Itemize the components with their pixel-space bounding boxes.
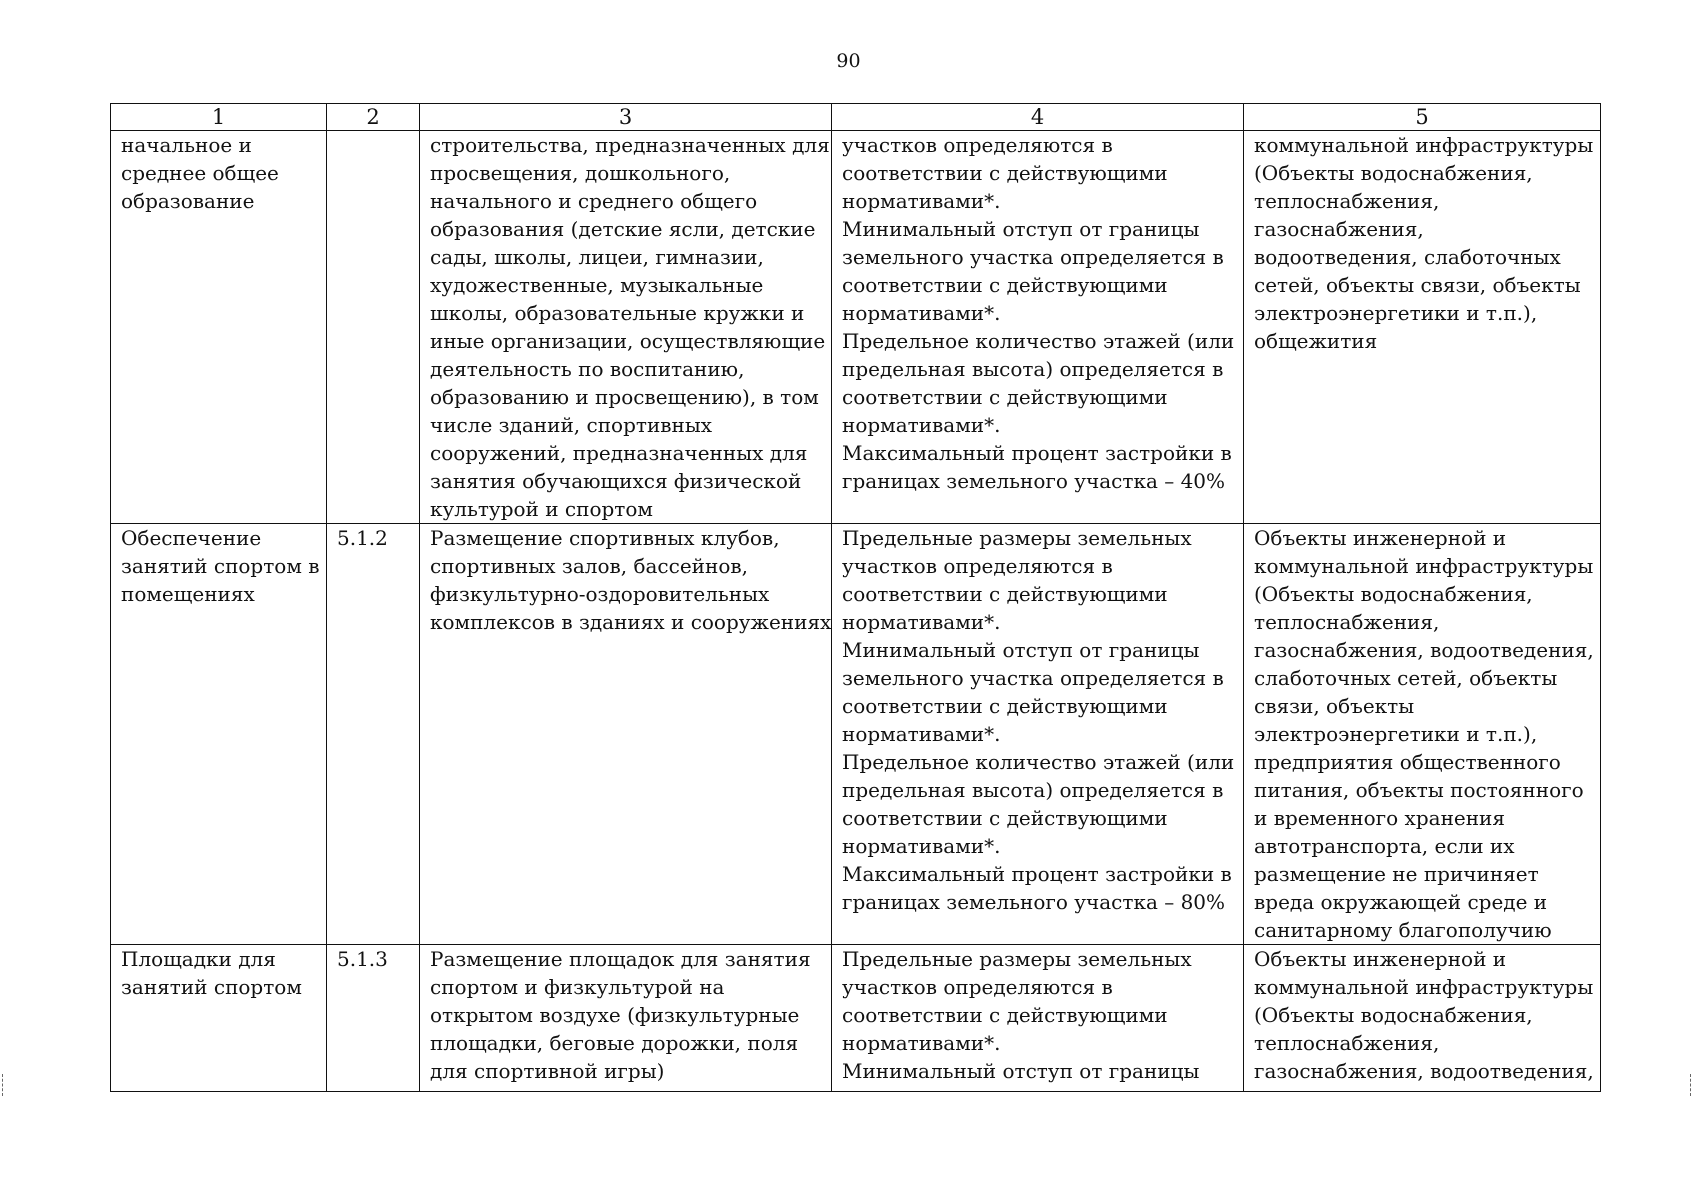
column-header-1: 1 bbox=[111, 104, 327, 131]
cell-text-line: открытом воздухе (физкультурные bbox=[430, 1003, 800, 1027]
cell-text-line: художественные, музыкальные bbox=[430, 273, 764, 297]
cell-text-line: соответствии с действующими bbox=[842, 385, 1168, 409]
cell-text-line: соответствии с действующими bbox=[842, 1003, 1168, 1027]
zoning-table bbox=[110, 103, 1601, 1092]
cell-text-line: соответствии с действующими bbox=[842, 582, 1168, 606]
cell-text-line: газоснабжения, водоотведения, bbox=[1254, 638, 1594, 662]
cell-text-line: сетей, объекты связи, объекты bbox=[1254, 273, 1581, 297]
cell-text-line: соответствии с действующими bbox=[842, 806, 1168, 830]
cell-text-line: спортом и физкультурой на bbox=[430, 975, 725, 999]
cell-text-line: сады, школы, лицеи, гимназии, bbox=[430, 245, 764, 269]
code-cell bbox=[327, 945, 420, 1092]
cell-text-line: участков определяются в bbox=[842, 133, 1113, 157]
description-cell bbox=[420, 131, 832, 524]
cell-text-line: предприятия общественного bbox=[1254, 750, 1561, 774]
cell-text-line: 5.1.2 bbox=[337, 526, 388, 550]
auxiliary-uses-cell bbox=[1244, 524, 1601, 945]
cell-text-line: автотранспорта, если их bbox=[1254, 834, 1515, 858]
cell-text-line: Обеспечение bbox=[121, 526, 262, 550]
cell-text-line: начальное и bbox=[121, 133, 252, 157]
auxiliary-uses-cell bbox=[1244, 131, 1601, 524]
parameters-cell bbox=[832, 524, 1244, 945]
cell-text-line: нормативами*. bbox=[842, 722, 1001, 746]
cell-text-line: коммунальной инфраструктуры bbox=[1254, 975, 1594, 999]
auxiliary-uses-cell bbox=[1244, 945, 1601, 1092]
cell-text-line: Площадки для bbox=[121, 947, 276, 971]
column-header-3: 3 bbox=[420, 104, 832, 131]
table-row bbox=[111, 524, 1601, 945]
cell-text-line: занятия обучающихся физической bbox=[430, 469, 802, 493]
scan-edge-mark-right bbox=[1690, 1074, 1694, 1096]
cell-text-line: культурой и спортом bbox=[430, 497, 653, 521]
cell-text-line: начального и среднего общего bbox=[430, 189, 758, 213]
cell-text-line: предельная высота) определяется в bbox=[842, 357, 1224, 381]
cell-text-line: электроэнергетики и т.п.), bbox=[1254, 722, 1538, 746]
cell-text-line: сооружений, предназначенных для bbox=[430, 441, 808, 465]
cell-text-line: электроэнергетики и т.п.), bbox=[1254, 301, 1538, 325]
cell-text-line: нормативами*. bbox=[842, 834, 1001, 858]
cell-text-line: образования (детские ясли, детские bbox=[430, 217, 816, 241]
cell-text-line: физкультурно-оздоровительных bbox=[430, 582, 770, 606]
cell-text-line: газоснабжения, водоотведения, bbox=[1254, 1059, 1594, 1083]
cell-text-line: Размещение площадок для занятия bbox=[430, 947, 811, 971]
table-row bbox=[111, 131, 1601, 524]
cell-text-line: участков определяются в bbox=[842, 554, 1113, 578]
cell-text-line: земельного участка определяется в bbox=[842, 245, 1224, 269]
cell-text-line: нормативами*. bbox=[842, 301, 1001, 325]
cell-text-line: границах земельного участка – 80% bbox=[842, 890, 1226, 914]
cell-text-line: Максимальный процент застройки в bbox=[842, 862, 1232, 886]
cell-text-line: общежития bbox=[1254, 329, 1378, 353]
description-cell bbox=[420, 524, 832, 945]
cell-text-line: вреда окружающей среде и bbox=[1254, 890, 1548, 914]
cell-text-line: теплоснабжения, bbox=[1254, 189, 1440, 213]
cell-text-line: соответствии с действующими bbox=[842, 694, 1168, 718]
cell-text-line: среднее общее bbox=[121, 161, 279, 185]
parameters-cell bbox=[832, 131, 1244, 524]
cell-text-line: комплексов в зданиях и сооружениях bbox=[430, 610, 832, 634]
cell-text-line: просвещения, дошкольного, bbox=[430, 161, 731, 185]
cell-text-line: нормативами*. bbox=[842, 413, 1001, 437]
cell-text-line: коммунальной инфраструктуры bbox=[1254, 554, 1594, 578]
cell-text-line: нормативами*. bbox=[842, 1031, 1001, 1055]
cell-text-line: слаботочных сетей, объекты bbox=[1254, 666, 1558, 690]
cell-text-line: площадки, беговые дорожки, поля bbox=[430, 1031, 799, 1055]
cell-text-line: теплоснабжения, bbox=[1254, 610, 1440, 634]
column-header-5: 5 bbox=[1244, 104, 1601, 131]
cell-text-line: строительства, предназначенных для bbox=[430, 133, 830, 157]
cell-text-line: иные организации, осуществляющие bbox=[430, 329, 826, 353]
cell-text-line: образованию и просвещению), в том bbox=[430, 385, 819, 409]
cell-text-line: числе зданий, спортивных bbox=[430, 413, 713, 437]
use-name-cell bbox=[111, 131, 327, 524]
description-cell bbox=[420, 945, 832, 1092]
cell-text-line: связи, объекты bbox=[1254, 694, 1415, 718]
cell-text-line: санитарному благополучию bbox=[1254, 918, 1552, 942]
cell-text-line: школы, образовательные кружки и bbox=[430, 301, 805, 325]
cell-text-line: Минимальный отступ от границы bbox=[842, 217, 1200, 241]
page-number: 90 bbox=[836, 50, 861, 72]
cell-text-line: границах земельного участка – 40% bbox=[842, 469, 1226, 493]
cell-text-line: размещение не причиняет bbox=[1254, 862, 1539, 886]
cell-text-line: для спортивной игры) bbox=[430, 1059, 665, 1083]
cell-text-line: занятий спортом в bbox=[121, 554, 320, 578]
header-row bbox=[111, 104, 1601, 131]
cell-text-line: Предельные размеры земельных bbox=[842, 526, 1192, 550]
parameters-cell bbox=[832, 945, 1244, 1092]
cell-text-line: 5.1.3 bbox=[337, 947, 388, 971]
cell-text-line: газоснабжения, bbox=[1254, 217, 1424, 241]
cell-text-line: Предельное количество этажей (или bbox=[842, 750, 1235, 774]
cell-text-line: образование bbox=[121, 189, 255, 213]
cell-text-line: земельного участка определяется в bbox=[842, 666, 1224, 690]
cell-text-line: Размещение спортивных клубов, bbox=[430, 526, 780, 550]
table-row bbox=[111, 945, 1601, 1092]
cell-text-line: Объекты инженерной и bbox=[1254, 526, 1507, 550]
cell-text-line: коммунальной инфраструктуры bbox=[1254, 133, 1594, 157]
cell-text-line: (Объекты водоснабжения, bbox=[1254, 161, 1533, 185]
column-header-4: 4 bbox=[832, 104, 1244, 131]
cell-text-line: Максимальный процент застройки в bbox=[842, 441, 1232, 465]
cell-text-line: нормативами*. bbox=[842, 189, 1001, 213]
cell-text-line: Минимальный отступ от границы bbox=[842, 1059, 1200, 1083]
use-name-cell bbox=[111, 524, 327, 945]
cell-text-line: Предельные размеры земельных bbox=[842, 947, 1192, 971]
cell-text-line: занятий спортом bbox=[121, 975, 302, 999]
use-name-cell bbox=[111, 945, 327, 1092]
cell-text-line: (Объекты водоснабжения, bbox=[1254, 582, 1533, 606]
cell-text-line: теплоснабжения, bbox=[1254, 1031, 1440, 1055]
cell-text-line: нормативами*. bbox=[842, 610, 1001, 634]
cell-text-line: и временного хранения bbox=[1254, 806, 1506, 830]
code-cell bbox=[327, 131, 420, 524]
cell-text-line: спортивных залов, бассейнов, bbox=[430, 554, 748, 578]
code-cell bbox=[327, 524, 420, 945]
cell-text-line: участков определяются в bbox=[842, 975, 1113, 999]
scan-edge-mark-left bbox=[2, 1074, 6, 1096]
cell-text-line: предельная высота) определяется в bbox=[842, 778, 1224, 802]
cell-text-line: помещениях bbox=[121, 582, 255, 606]
cell-text-line: (Объекты водоснабжения, bbox=[1254, 1003, 1533, 1027]
cell-text-line: Объекты инженерной и bbox=[1254, 947, 1507, 971]
cell-text-line: соответствии с действующими bbox=[842, 273, 1168, 297]
cell-text-line: питания, объекты постоянного bbox=[1254, 778, 1584, 802]
cell-text-line: Предельное количество этажей (или bbox=[842, 329, 1235, 353]
cell-text-line: деятельность по воспитанию, bbox=[430, 357, 745, 381]
cell-text-line: водоотведения, слаботочных bbox=[1254, 245, 1561, 269]
column-header-2: 2 bbox=[327, 104, 420, 131]
cell-text-line: Минимальный отступ от границы bbox=[842, 638, 1200, 662]
cell-text-line: соответствии с действующими bbox=[842, 161, 1168, 185]
